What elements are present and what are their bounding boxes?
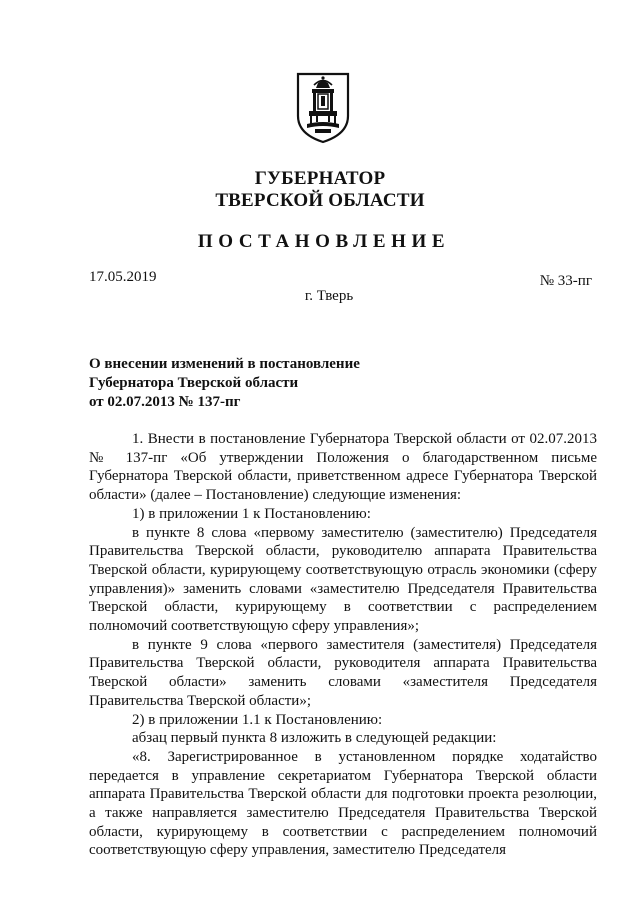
body-paragraph: в пункте 8 слова «первому заместителю (заместителю) Председателя Правительства Тверской области, руководителю аппарата Правительства Тверской области, курирующему соответствующую отрасль экономики (сферу управления)» заменить словами «заместителю Председателя Правительства Тверской области, курирующему в соответствии с распределением полномочий соответствующую сферу управления»; <box>89 524 597 635</box>
decree-title: ПОСТАНОВЛЕНИЕ <box>197 231 451 252</box>
body-paragraph: абзац первый пункта 8 изложить в следующей редакции: <box>132 730 497 747</box>
body-paragraph: 1. Внести в постановление Губернатора Тверской области от 02.07.2013 № 137-пг «Об утверждении Положения о благодарственном письме Губернатора Тверской области, приветственном адресе Губернатора Тверской области» (далее – Постановление) следующие изменения: <box>89 431 597 504</box>
body-paragraph: в пункте 9 слова «первого заместителя (заместителя) Председателя Правительства Тверской области, руководителя аппарата Правительства Тверской области» заменить словами «заместителя Председателя Правительства Тверской области»; <box>89 636 597 709</box>
decree-subject <box>89 355 449 412</box>
decree-date: 17.05.2019 <box>89 269 157 285</box>
body-paragraph: 1) в приложении 1 к Постановлению: <box>132 505 371 522</box>
subject-line: О внесении изменений в постановление <box>89 356 360 372</box>
body-paragraph: 2) в приложении 1.1 к Постановлению: <box>132 711 383 728</box>
subject-line: Губернатора Тверской области <box>89 375 299 391</box>
governor-title-line1: ГУБЕРНАТОР <box>254 168 386 189</box>
subject-line: от 02.07.2013 № 137-пг <box>89 394 241 410</box>
decree-city: г. Тверь <box>304 288 354 304</box>
tver-coat-of-arms-icon <box>295 72 351 144</box>
decree-number: № 33-пг <box>539 273 592 289</box>
decree-body <box>89 430 597 860</box>
governor-title-line2: ТВЕРСКОЙ ОБЛАСТИ <box>215 190 425 211</box>
body-paragraph: «8. Зарегистрированное в установленном порядке ходатайство передается в управление секретариатом Губернатора Тверской области аппарата Правительства Тверской области для подготовки проекта резолюции, а также направляется заместителю Председателя Правительства Тверской области, курирующему в соответствии с распределением полномочий соответствующую сферу управления, заместителю Председателя <box>89 748 597 859</box>
